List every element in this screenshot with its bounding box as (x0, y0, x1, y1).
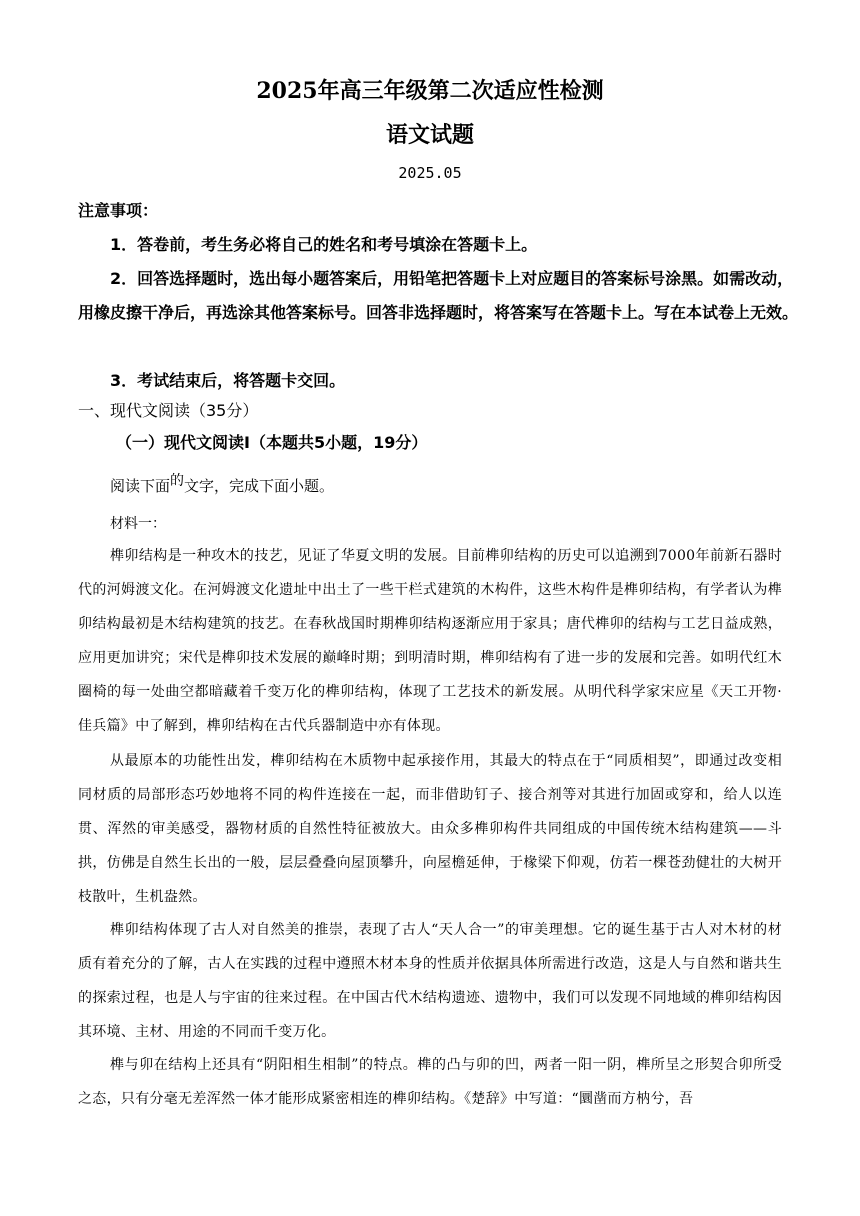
notice-item-1: 1．答卷前，考生务必将自己的姓名和考号填涂在答题卡上。 (110, 235, 538, 254)
instruction-text-start: 阅读下面 (110, 477, 171, 495)
instruction-text-end: 文字，完成下面小题。 (184, 477, 335, 495)
exam-date: 2025.05 (398, 164, 462, 182)
passage-paragraph-3: 榫卯结构体现了古人对自然美的推崇，表现了古人“天人合一”的审美理想。它的诞生基于古人对木材的材质有着充分的了解，古人在实践的过程中遵照木材本身的性质并依据具体所需进行改造，这是人与自然和谐共生的探索过程，也是人与宇宙的往来过程。在中国古代木结构遗迹、遗物中，我们可以发现不同地域的榫卯结构因其环境、主材、用途的不同而千变万化。 (78, 922, 782, 1040)
instruction-superscript: 的 (170, 473, 185, 489)
passage-paragraph-4: 榫与卯在结构上还具有“阴阳相生相制”的特点。榫的凸与卯的凹，两者一阳一阴，榫所呈之形契合卯所受之态，只有分毫无差浑然一体才能形成紧密相连的榫卯结构。《楚辞》中写道：“圜凿而方枘兮，吾 (78, 1057, 782, 1107)
passage-paragraph-1: 榫卯结构是一种攻木的技艺，见证了华夏文明的发展。目前榫卯结构的历史可以追溯到7000年前新石器时代的河姆渡文化。在河姆渡文化遗址中出土了一些干栏式建筑的木构件，这些木构件是榫卯结构，有学者认为榫卯结构最初是木结构建筑的技艺。在春秋战国时期榫卯结构逐渐应用于家具；唐代榫卯的结构与工艺日益成熟，应用更加讲究；宋代是榫卯技术发展的巅峰时期；到明清时期，榫卯结构有了进一步的发展和完善。如明代红木圈椅的每一处曲空都暗藏着千变万化的榫卯结构，体现了工艺技术的新发展。从明代科学家宋应星《天工开物·佳兵篇》中了解到，榫卯结构在古代兵器制造中亦有体现。 (78, 548, 782, 734)
section-heading: 一、现代文阅读（35分） (78, 401, 259, 420)
exam-title: 2025年高三年级第二次适应性检测 (256, 78, 604, 104)
notice-item-2: 2．回答选择题时，选出每小题答案后，用铅笔把答题卡上对应题目的答案标号涂黑。如需改动，用橡皮擦干净后，再选涂其他答案标号。回答非选择题时，将答案写在答题卡上。写在本试卷上无效。 (78, 269, 799, 322)
passage-paragraph-2: 从最原本的功能性出发，榫卯结构在木质物中起承接作用，其最大的特点在于“同质相契”，即通过改变相同材质的局部形态巧妙地将不同的构件连接在一起，而非借助钉子、接合剂等对其进行加固或穿和，给人以连贯、浑然的审美感受，器物材质的自然性特征被放大。由众多榫卯构件共同组成的中国传统木结构建筑——斗拱，仿佛是自然生长出的一般，层层叠叠向屋顶攀升，向屋檐延伸，于椽梁下仰观，仿若一棵苍劲健壮的大树开枝散叶，生机盎然。 (78, 753, 782, 905)
material-label: 材料一： (110, 516, 166, 532)
subject-title: 语文试题 (385, 122, 474, 148)
notice-heading: 注意事项： (78, 201, 159, 220)
reading-instruction (110, 472, 334, 501)
subsection-heading: （一）现代文阅读Ⅰ（本题共5小题，19分） (116, 433, 428, 452)
notice-item-3: 3．考试结束后，将答题卡交回。 (110, 371, 346, 390)
